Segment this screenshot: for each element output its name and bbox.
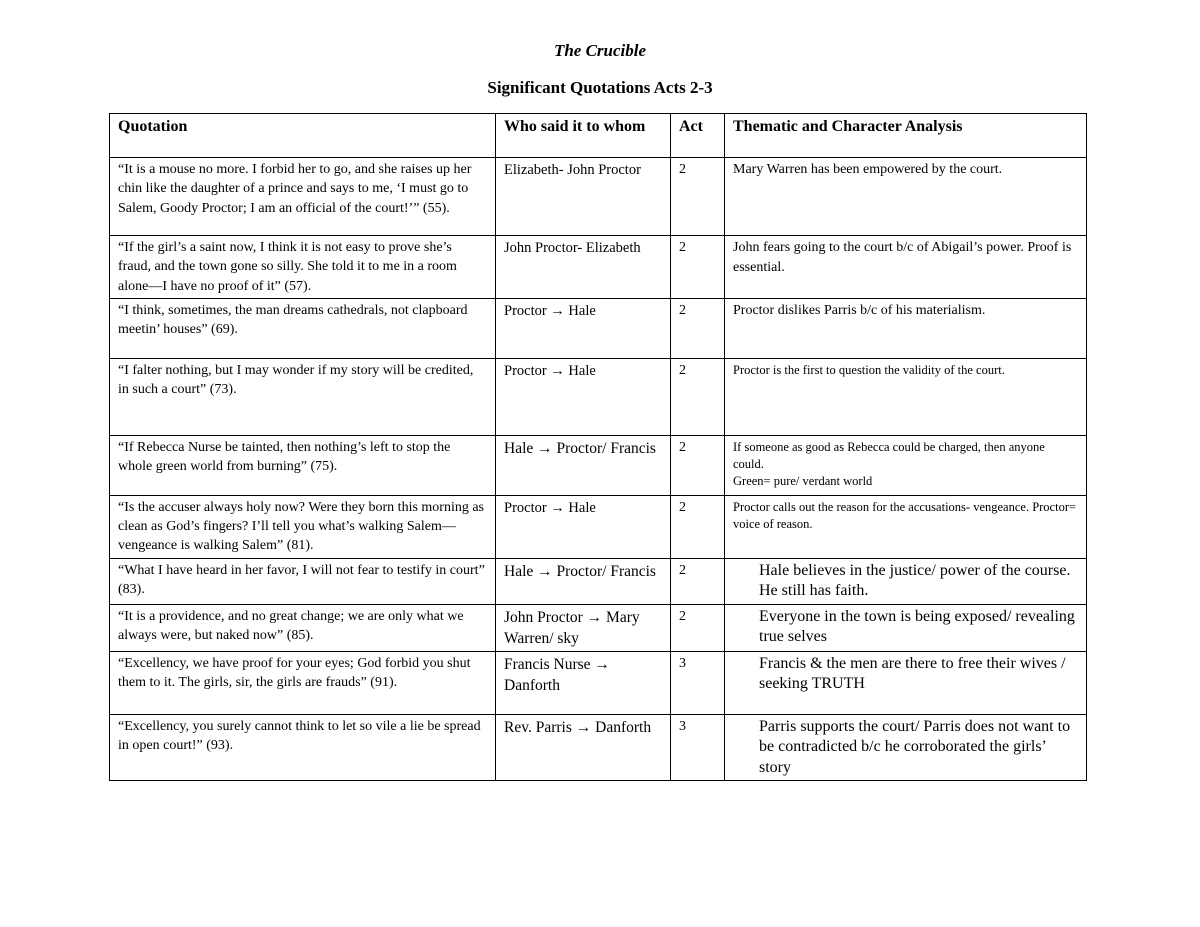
- analysis-cell: Mary Warren has been empowered by the court.: [725, 158, 1087, 236]
- table-row: [110, 558, 1087, 604]
- analysis-cell: Proctor calls out the reason for the accusations- vengeance. Proctor= voice of reason.: [725, 495, 1087, 558]
- analysis-cell: John fears going to the court b/c of Abigail’s power. Proof is essential.: [725, 236, 1087, 299]
- quotation-cell: “Excellency, you surely cannot think to let so vile a lie be spread in open court!” (93).: [110, 714, 496, 781]
- analysis-cell: Parris supports the court/ Parris does not want to be contradicted b/c he corroborated the girls’ story: [725, 714, 1087, 781]
- act-cell: 2: [671, 236, 725, 299]
- table-header-row: [110, 114, 1087, 158]
- who-cell: Proctor → Hale: [496, 495, 671, 558]
- analysis-cell: [725, 435, 1087, 495]
- who-cell: Elizabeth- John Proctor: [496, 158, 671, 236]
- act-cell: 2: [671, 495, 725, 558]
- table-row: [110, 158, 1087, 236]
- act-cell: 2: [671, 158, 725, 236]
- act-cell: 2: [671, 358, 725, 435]
- table-row: [110, 298, 1087, 358]
- table-row: [110, 358, 1087, 435]
- who-cell: Proctor → Hale: [496, 358, 671, 435]
- header-who: Who said it to whom: [496, 114, 671, 158]
- quotation-cell: “If the girl’s a saint now, I think it is not easy to prove she’s fraud, and the town gone so silly. She told it to me in a room alone—I have no proof of it” (57).: [110, 236, 496, 299]
- table-row: [110, 604, 1087, 651]
- analysis-cell: Proctor dislikes Parris b/c of his materialism.: [725, 298, 1087, 358]
- quotation-cell: “I think, sometimes, the man dreams cathedrals, not clapboard meetin’ houses” (69).: [110, 298, 496, 358]
- act-cell: 3: [671, 714, 725, 781]
- quotation-cell: “It is a providence, and no great change; we are only what we always were, but naked now” (85).: [110, 604, 496, 651]
- who-cell: Hale → Proctor/ Francis: [496, 558, 671, 604]
- who-cell: John Proctor- Elizabeth: [496, 236, 671, 299]
- quotation-cell: “I falter nothing, but I may wonder if my story will be credited, in such a court” (73).: [110, 358, 496, 435]
- table-row: [110, 714, 1087, 781]
- table-row: [110, 435, 1087, 495]
- who-cell: Hale → Proctor/ Francis: [496, 435, 671, 495]
- analysis-line: Green= pure/ verdant world: [733, 473, 873, 488]
- analysis-cell: Everyone in the town is being exposed/ revealing true selves: [725, 604, 1087, 651]
- act-cell: 2: [671, 298, 725, 358]
- quotation-cell: “It is a mouse no more. I forbid her to go, and she raises up her chin like the daughter of a prince and says to me, ‘I must go to Salem, Goody Proctor; I am an official of the court!’” (55).: [110, 158, 496, 236]
- act-cell: 3: [671, 651, 725, 714]
- header-analysis: Thematic and Character Analysis: [725, 114, 1087, 158]
- quotations-table: [109, 113, 1087, 781]
- table-row: [110, 651, 1087, 714]
- who-cell: Proctor → Hale: [496, 298, 671, 358]
- quotation-cell: “Excellency, we have proof for your eyes; God forbid you shut them to it. The girls, sir, the girls are frauds” (91).: [110, 651, 496, 714]
- table-row: [110, 495, 1087, 558]
- quotation-cell: “Is the accuser always holy now? Were they born this morning as clean as God’s fingers? I’ll tell you what’s walking Salem—vengeance is walking Salem” (81).: [110, 495, 496, 558]
- header-quotation: Quotation: [110, 114, 496, 158]
- who-cell: John Proctor → Mary Warren/ sky: [496, 604, 671, 651]
- document-title: The Crucible: [553, 41, 647, 60]
- act-cell: 2: [671, 435, 725, 495]
- header-act: Act: [671, 114, 725, 158]
- analysis-cell: Francis & the men are there to free their wives / seeking TRUTH: [725, 651, 1087, 714]
- quotation-cell: “What I have heard in her favor, I will not fear to testify in court” (83).: [110, 558, 496, 604]
- document-subtitle: Significant Quotations Acts 2-3: [487, 78, 713, 97]
- table-row: [110, 236, 1087, 299]
- who-cell: Francis Nurse → Danforth: [496, 651, 671, 714]
- analysis-line: If someone as good as Rebecca could be charged, then anyone could.: [733, 439, 1045, 471]
- quotation-cell: “If Rebecca Nurse be tainted, then nothing’s left to stop the whole green world from burning” (75).: [110, 435, 496, 495]
- act-cell: 2: [671, 558, 725, 604]
- analysis-cell: Proctor is the first to question the validity of the court.: [725, 358, 1087, 435]
- analysis-cell: Hale believes in the justice/ power of the course. He still has faith.: [725, 558, 1087, 604]
- act-cell: 2: [671, 604, 725, 651]
- who-cell: Rev. Parris → Danforth: [496, 714, 671, 781]
